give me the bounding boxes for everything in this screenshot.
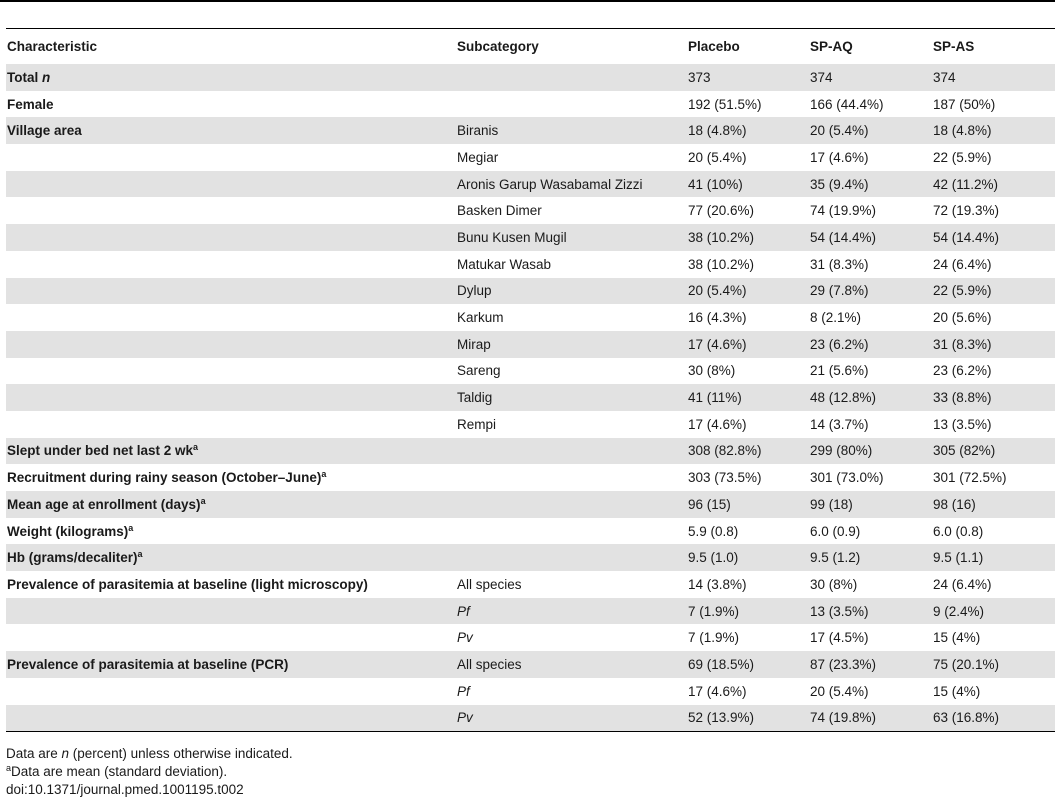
subcategory-text: Pf (457, 603, 470, 619)
cell-characteristic (6, 144, 456, 171)
cell-characteristic (6, 384, 456, 411)
cell-sp-aq: 301 (73.0%) (809, 464, 932, 491)
cell-sp-as: 33 (8.8%) (932, 384, 1055, 411)
characteristic-text: Prevalence of parasitemia at baseline (PCR) (7, 656, 289, 672)
cell-sp-aq: 9.5 (1.2) (809, 544, 932, 571)
cell-placebo: 69 (18.5%) (687, 651, 809, 678)
cell-characteristic (6, 491, 456, 518)
cell-subcategory (456, 358, 687, 385)
header-placebo: Placebo (688, 39, 740, 54)
cell-sp-aq: 87 (23.3%) (809, 651, 932, 678)
table-row (6, 411, 1055, 438)
cell-subcategory (456, 384, 687, 411)
cell-sp-as: 42 (11.2%) (932, 171, 1055, 198)
cell-sp-as: 31 (8.3%) (932, 331, 1055, 358)
characteristic-text: Weight (kilograms) (7, 523, 129, 539)
cell-sp-aq: 99 (18) (809, 491, 932, 518)
cell-sp-as: 305 (82%) (932, 438, 1055, 465)
footnote-marker: a (200, 495, 206, 506)
cell-sp-as: 54 (14.4%) (932, 224, 1055, 251)
cell-sp-aq: 299 (80%) (809, 438, 932, 465)
cell-characteristic (6, 678, 456, 705)
cell-placebo: 20 (5.4%) (687, 278, 809, 305)
cell-placebo: 77 (20.6%) (687, 197, 809, 224)
cell-subcategory (456, 705, 687, 732)
cell-sp-as: 23 (6.2%) (932, 358, 1055, 385)
table-row (6, 571, 1055, 598)
footnote-text: Data are mean (standard deviation). (11, 764, 228, 779)
cell-characteristic (6, 304, 456, 331)
cell-characteristic (6, 571, 456, 598)
cell-placebo: 17 (4.6%) (687, 411, 809, 438)
cell-subcategory (456, 464, 687, 491)
table-footnotes (6, 745, 293, 799)
cell-placebo: 18 (4.8%) (687, 117, 809, 144)
cell-sp-aq: 14 (3.7%) (809, 411, 932, 438)
cell-characteristic (6, 278, 456, 305)
cell-sp-as: 22 (5.9%) (932, 278, 1055, 305)
cell-sp-aq: 6.0 (0.9) (809, 518, 932, 545)
table-row (6, 438, 1055, 465)
cell-sp-aq: 20 (5.4%) (809, 117, 932, 144)
characteristic-text: Village area (7, 123, 82, 139)
table-row (6, 464, 1055, 491)
footnote-marker: a (321, 469, 327, 480)
cell-placebo: 30 (8%) (687, 358, 809, 385)
cell-subcategory (456, 251, 687, 278)
cell-subcategory (456, 91, 687, 118)
cell-subcategory (456, 144, 687, 171)
subcategory-text: Mirap (457, 336, 491, 352)
cell-sp-as: 15 (4%) (932, 624, 1055, 651)
table-row (6, 304, 1055, 331)
doi-link[interactable]: doi:10.1371/journal.pmed.1001195.t002 (6, 782, 244, 797)
cell-sp-as: 15 (4%) (932, 678, 1055, 705)
table-row (6, 651, 1055, 678)
table-row (6, 705, 1055, 732)
footnote-data-format (6, 745, 293, 763)
subcategory-text: Megiar (457, 149, 499, 165)
subcategory-text: Basken Dimer (457, 203, 542, 219)
subcategory-text: Pv (457, 630, 473, 646)
cell-characteristic (6, 651, 456, 678)
subcategory-text: Pf (457, 683, 470, 699)
cell-characteristic (6, 464, 456, 491)
cell-sp-as: 6.0 (0.8) (932, 518, 1055, 545)
table-body (6, 64, 1055, 731)
characteristic-italic: n (42, 69, 51, 85)
cell-subcategory (456, 678, 687, 705)
cell-subcategory (456, 438, 687, 465)
table-row (6, 491, 1055, 518)
subcategory-text: Biranis (457, 123, 499, 139)
cell-placebo: 14 (3.8%) (687, 571, 809, 598)
cell-placebo: 38 (10.2%) (687, 251, 809, 278)
table-row (6, 91, 1055, 118)
cell-placebo: 41 (11%) (687, 384, 809, 411)
cell-sp-aq: 17 (4.6%) (809, 144, 932, 171)
table-row (6, 331, 1055, 358)
cell-placebo: 7 (1.9%) (687, 624, 809, 651)
cell-placebo: 9.5 (1.0) (687, 544, 809, 571)
top-border (0, 0, 1055, 2)
table-row (6, 384, 1055, 411)
cell-sp-as: 20 (5.6%) (932, 304, 1055, 331)
cell-characteristic (6, 544, 456, 571)
subcategory-text: Dylup (457, 283, 492, 299)
cell-sp-as: 98 (16) (932, 491, 1055, 518)
cell-subcategory (456, 518, 687, 545)
cell-placebo: 41 (10%) (687, 171, 809, 198)
cell-characteristic (6, 411, 456, 438)
footnote-text: (percent) unless otherwise indicated. (69, 746, 293, 761)
table-row (6, 598, 1055, 625)
cell-characteristic (6, 251, 456, 278)
cell-subcategory (456, 304, 687, 331)
cell-sp-as: 18 (4.8%) (932, 117, 1055, 144)
cell-subcategory (456, 117, 687, 144)
cell-sp-as: 24 (6.4%) (932, 251, 1055, 278)
cell-characteristic (6, 598, 456, 625)
cell-placebo: 38 (10.2%) (687, 224, 809, 251)
characteristic-text: Slept under bed net last 2 wk (7, 443, 194, 459)
cell-characteristic (6, 624, 456, 651)
cell-subcategory (456, 64, 687, 91)
footnote-marker: a (6, 763, 12, 773)
cell-subcategory (456, 624, 687, 651)
subcategory-text: Taldig (457, 390, 493, 406)
table-row (6, 117, 1055, 144)
cell-placebo: 17 (4.6%) (687, 331, 809, 358)
cell-sp-as: 9 (2.4%) (932, 598, 1055, 625)
cell-characteristic (6, 224, 456, 251)
cell-placebo: 192 (51.5%) (687, 91, 809, 118)
table-row (6, 144, 1055, 171)
subcategory-text: All species (457, 576, 522, 592)
footnote-text: Data are (6, 746, 62, 761)
cell-sp-as: 301 (72.5%) (932, 464, 1055, 491)
footnote-marker: a (128, 522, 134, 533)
cell-sp-aq: 20 (5.4%) (809, 678, 932, 705)
cell-characteristic (6, 438, 456, 465)
cell-subcategory (456, 278, 687, 305)
cell-sp-aq: 13 (3.5%) (809, 598, 932, 625)
header-sp-aq: SP-AQ (810, 39, 853, 54)
table-row (6, 197, 1055, 224)
cell-placebo: 7 (1.9%) (687, 598, 809, 625)
cell-sp-aq: 21 (5.6%) (809, 358, 932, 385)
cell-sp-as: 72 (19.3%) (932, 197, 1055, 224)
footnote-a (6, 763, 293, 781)
cell-sp-aq: 23 (6.2%) (809, 331, 932, 358)
cell-sp-aq: 48 (12.8%) (809, 384, 932, 411)
cell-placebo: 373 (687, 64, 809, 91)
cell-subcategory (456, 171, 687, 198)
cell-characteristic (6, 197, 456, 224)
cell-sp-as: 24 (6.4%) (932, 571, 1055, 598)
characteristic-text: Prevalence of parasitemia at baseline (light microscopy) (7, 576, 368, 592)
cell-characteristic (6, 518, 456, 545)
cell-sp-as: 9.5 (1.1) (932, 544, 1055, 571)
cell-subcategory (456, 224, 687, 251)
cell-sp-as: 63 (16.8%) (932, 705, 1055, 732)
subcategory-text: Karkum (457, 310, 504, 326)
cell-characteristic (6, 331, 456, 358)
cell-sp-as: 374 (932, 64, 1055, 91)
cell-sp-as: 75 (20.1%) (932, 651, 1055, 678)
cell-placebo: 16 (4.3%) (687, 304, 809, 331)
cell-sp-aq: 166 (44.4%) (809, 91, 932, 118)
table-row (6, 358, 1055, 385)
table-row (6, 624, 1055, 651)
table-row (6, 544, 1055, 571)
subcategory-text: Sareng (457, 363, 501, 379)
baseline-characteristics-table (6, 29, 1055, 731)
cell-placebo: 308 (82.8%) (687, 438, 809, 465)
table-row (6, 224, 1055, 251)
cell-placebo: 20 (5.4%) (687, 144, 809, 171)
cell-sp-aq: 30 (8%) (809, 571, 932, 598)
table-bottom-rule (6, 731, 1055, 732)
cell-sp-aq: 17 (4.5%) (809, 624, 932, 651)
characteristic-text: Total (7, 69, 39, 85)
characteristic-text: Mean age at enrollment (days) (7, 496, 201, 512)
characteristic-text: Recruitment during rainy season (October–June) (7, 470, 322, 486)
footnote-marker: a (137, 549, 143, 560)
cell-subcategory (456, 331, 687, 358)
table-row (6, 251, 1055, 278)
cell-characteristic (6, 358, 456, 385)
cell-subcategory (456, 544, 687, 571)
cell-sp-aq: 8 (2.1%) (809, 304, 932, 331)
subcategory-text: Pv (457, 710, 473, 726)
footnote-italic-n: n (61, 746, 70, 761)
cell-placebo: 5.9 (0.8) (687, 518, 809, 545)
cell-subcategory (456, 598, 687, 625)
cell-placebo: 17 (4.6%) (687, 678, 809, 705)
cell-characteristic (6, 117, 456, 144)
cell-sp-as: 13 (3.5%) (932, 411, 1055, 438)
header-sp-as: SP-AS (933, 39, 975, 54)
header-subcategory: Subcategory (457, 39, 539, 54)
header-characteristic: Characteristic (7, 39, 98, 54)
cell-characteristic (6, 705, 456, 732)
cell-sp-aq: 54 (14.4%) (809, 224, 932, 251)
subcategory-text: Bunu Kusen Mugil (457, 229, 567, 245)
cell-sp-aq: 31 (8.3%) (809, 251, 932, 278)
cell-sp-aq: 35 (9.4%) (809, 171, 932, 198)
cell-sp-aq: 74 (19.9%) (809, 197, 932, 224)
subcategory-text: All species (457, 656, 522, 672)
table-container (6, 28, 1055, 732)
cell-sp-as: 187 (50%) (932, 91, 1055, 118)
cell-characteristic (6, 91, 456, 118)
table-row (6, 64, 1055, 91)
table-row (6, 678, 1055, 705)
cell-sp-aq: 374 (809, 64, 932, 91)
characteristic-text: Hb (grams/decaliter) (7, 550, 138, 566)
cell-sp-as: 22 (5.9%) (932, 144, 1055, 171)
cell-sp-aq: 29 (7.8%) (809, 278, 932, 305)
cell-subcategory (456, 571, 687, 598)
table-row (6, 171, 1055, 198)
header-row (6, 29, 1055, 64)
cell-placebo: 96 (15) (687, 491, 809, 518)
table-row (6, 278, 1055, 305)
cell-characteristic (6, 171, 456, 198)
subcategory-text: Aronis Garup Wasabamal Zizzi (457, 176, 643, 192)
cell-subcategory (456, 651, 687, 678)
table-row (6, 518, 1055, 545)
subcategory-text: Matukar Wasab (457, 256, 552, 272)
cell-sp-aq: 74 (19.8%) (809, 705, 932, 732)
characteristic-text: Female (7, 96, 54, 112)
footnote-marker: a (193, 442, 199, 453)
cell-subcategory (456, 411, 687, 438)
cell-placebo: 303 (73.5%) (687, 464, 809, 491)
cell-subcategory (456, 197, 687, 224)
cell-subcategory (456, 491, 687, 518)
cell-characteristic (6, 64, 456, 91)
subcategory-text: Rempi (457, 416, 497, 432)
cell-placebo: 52 (13.9%) (687, 705, 809, 732)
